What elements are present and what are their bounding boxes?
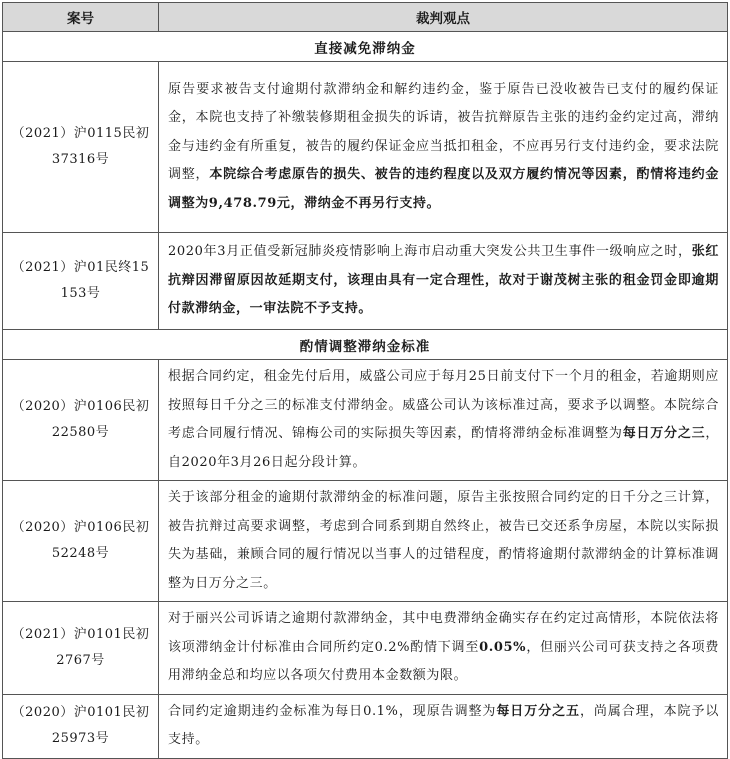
opinion-normal-text: 关于该部分租金的逾期付款滞纳金的标准问题，原告主张按照合同约定的日千分之三计算，被告抗辩过高要求调整，考虑到合同系到期自然终止，被告已交还系争房屋，本院以实际损失为基础，兼顾合同的履行情况以当事人的过错程度，酌情将逾期付款滞纳金的计算标准调整为日万分之三。	[168, 490, 719, 591]
opinion-normal-text: 对于丽兴公司诉请之逾期付款滞纳金，其中电费滞纳金确实存在约定过高情形，本院依法将该项滞纳金计付标准由合同所约定0.2%酌情下调至	[168, 611, 719, 655]
case-number: （2020）沪0106民初52248号	[3, 481, 159, 602]
opinion-normal-text: 合同约定逾期违约金标准为每日0.1%，现原告调整为	[168, 703, 497, 719]
table-row	[3, 602, 728, 695]
opinion-bold-text: 0.05%	[479, 639, 527, 655]
opinion-bold-text: 张红抗辩因滞留原因故延期支付，该理由具有一定合理性，故对于谢茂树主张的租金罚金即逾期付款滞纳金，一审法院不予支持。	[168, 244, 719, 317]
opinion-tail-text: ，自2020年3月26日起分段计算。	[168, 426, 719, 470]
case-number: （2021）沪0101民初2767号	[3, 602, 159, 695]
table-header-row	[3, 3, 728, 32]
section-row	[3, 330, 728, 360]
table-row	[3, 233, 728, 330]
opinion-text	[159, 360, 728, 481]
case-number: （2020）沪0101民初25973号	[3, 694, 159, 758]
table-row	[3, 360, 728, 481]
opinion-text	[159, 62, 728, 233]
table-row	[3, 62, 728, 233]
opinion-tail-text: ，但丽兴公司可获支持之各项费用滞纳金总和均应以各项欠付费用本金数额为限。	[168, 639, 719, 683]
opinion-text	[159, 694, 728, 758]
opinion-bold-text: 每日万分之三	[622, 426, 706, 441]
opinion-text	[159, 481, 728, 602]
case-number: （2021）沪0115民初37316号	[3, 62, 159, 233]
case-number: （2021）沪01民终15153号	[3, 233, 159, 330]
opinion-bold-text: 本院综合考虑原告的损失、被告的违约程度以及双方履约情况等因素，酌情将违约金调整为9,478.79元，滞纳金不再另行支持。	[168, 167, 719, 211]
table-row	[3, 694, 728, 758]
section-title-direct-waiver: 直接减免滞纳金	[3, 32, 728, 62]
opinion-bold-text: 每日万分之五	[496, 703, 580, 719]
section-title-adjust-standard: 酌情调整滞纳金标准	[3, 330, 728, 360]
opinion-tail-text: ，尚属合理，本院予以支持。	[168, 703, 719, 747]
header-case-no: 案号	[3, 3, 159, 32]
opinion-normal-text: 原告要求被告支付逾期付款滞纳金和解约违约金，鉴于原告已没收被告已支付的履约保证金，本院也支持了补缴装修期租金损失的诉请，被告抗辩原告主张的违约金约定过高，滞纳金与违约金有所重复，被告的履约保证金应当抵扣租金，不应再另行支付违约金，要求法院调整，	[168, 81, 719, 183]
opinion-normal-text: 2020年3月正值受新冠肺炎疫情影响上海市启动重大突发公共卫生事件一级响应之时，	[168, 244, 692, 260]
opinion-text	[159, 233, 728, 330]
case-number: （2020）沪0106民初22580号	[3, 360, 159, 481]
opinion-normal-text: 根据合同约定，租金先付后用，威盛公司应于每月25日前支付下一个月的租金，若逾期则应按照每日千分之三的标准支付滞纳金。威盛公司认为该标准过高，要求予以调整。本院综合考虑合同履行情况、锦梅公司的实际损失等因素，酌情将滞纳金标准调整为	[168, 369, 719, 441]
section-row	[3, 32, 728, 62]
table-row	[3, 481, 728, 602]
case-opinion-table	[2, 2, 728, 759]
opinion-text	[159, 602, 728, 695]
header-opinion: 裁判观点	[159, 3, 728, 32]
